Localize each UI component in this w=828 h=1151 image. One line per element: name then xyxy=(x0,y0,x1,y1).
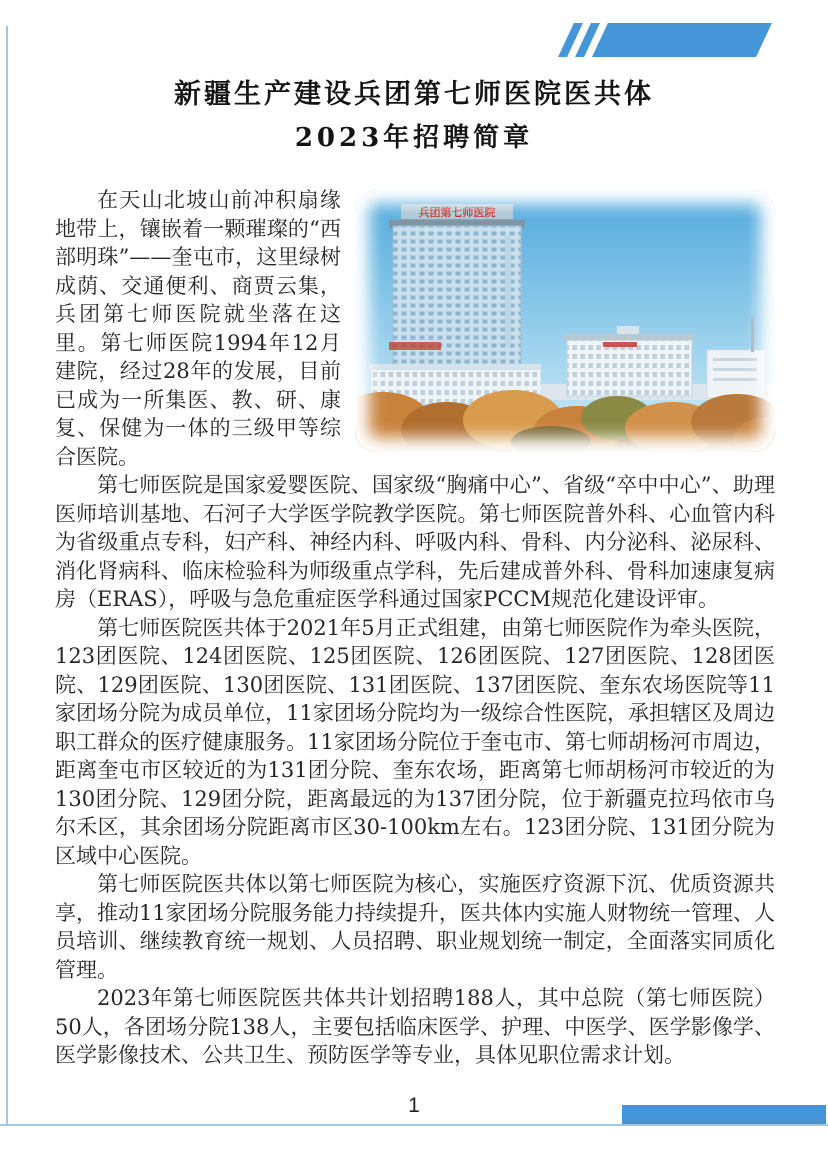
consortium-structure-paragraph: 第七师医院医共体于2021年5月正式组建，由第七师医院作为牵头医院，123团医院、124团医院、125团医院、126团医院、127团医院、128团医院、129团医院、130团医院、131团医院、137团医院、奎东农场医院等11家团场分院为成员单位，11家团场分院均为一级综合性医院，承担辖区及周边职工群众的医疗健康服务。11家团场分院位于奎屯市、第七师胡杨河市周边，距离奎屯市区较近的为131团分院、奎东农场，距离第七师胡杨河市较近的为130团分院、129团分院，距离最远的为137团分院，位于新疆克拉玛依市乌尔禾区，其余团场分院距离市区30-100km左右。123团分院、131团分院为区域中心医院。 xyxy=(55,615,775,868)
hospital-photo xyxy=(355,190,775,452)
left-border-line xyxy=(6,26,8,1126)
header-decor-bar xyxy=(592,23,772,57)
intro-paragraph: 在天山北坡山前冲积扇缘地带上，镶嵌着一颗璀璨的“西部明珠”——奎屯市，这里绿树成荫、交通便利、商贾云集，兵团第七师医院就坐落在这里。第七师医院1994年12月建院，经过28年的发展，目前已成为一所集医、教、研、康复、保健为一体的三级甲等综合医院。 xyxy=(55,188,341,469)
footer-decor-bar xyxy=(622,1105,826,1125)
page-number: 1 xyxy=(408,1094,420,1117)
recruitment-plan-paragraph: 2023年第七师医院医共体共计划招聘188人，其中总院（第七师医院）50人，各团场分院138人，主要包括临床医学、护理、中医学、医学影像学、医学影像技术、公共卫生、预防医学等专业，具体见职位需求计划。 xyxy=(55,986,775,1067)
title-line-2: 2023年招聘简章 xyxy=(294,123,534,153)
document-title xyxy=(0,78,828,155)
building-sign-text: 兵团第七师医院 xyxy=(418,206,496,219)
document-body xyxy=(55,186,775,1070)
management-paragraph: 第七师医院医共体以第七师医院为核心，实施医疗资源下沉、优质资源共享，推动11家团场分院服务能力持续提升，医共体内实施人财物统一管理、人员培训、继续教育统一规划、人员招聘、职业规划统一制定，全面落实同质化管理。 xyxy=(55,872,775,982)
header-decoration xyxy=(566,23,764,57)
annex-building xyxy=(564,326,695,396)
hospital-honors-paragraph: 第七师医院是国家爱婴医院、国家级“胸痛中心”、省级“卒中中心”、助理医师培训基地、石河子大学医学院教学医院。第七师医院普外科、心血管内科为省级重点专科，妇产科、神经内科、呼吸内科、骨科、内分泌科、泌尿科、消化肾病科、临床检验科为师级重点学科，先后建成普外科、骨科加速康复病房（ERAS），呼吸与急危重症医学科通过国家PCCM规范化建设评审。 xyxy=(55,473,775,611)
hospital-photo-illustration xyxy=(355,190,775,452)
title-line-1: 新疆生产建设兵团第七师医院医共体 xyxy=(174,79,654,110)
bottom-border-line xyxy=(0,1124,828,1126)
